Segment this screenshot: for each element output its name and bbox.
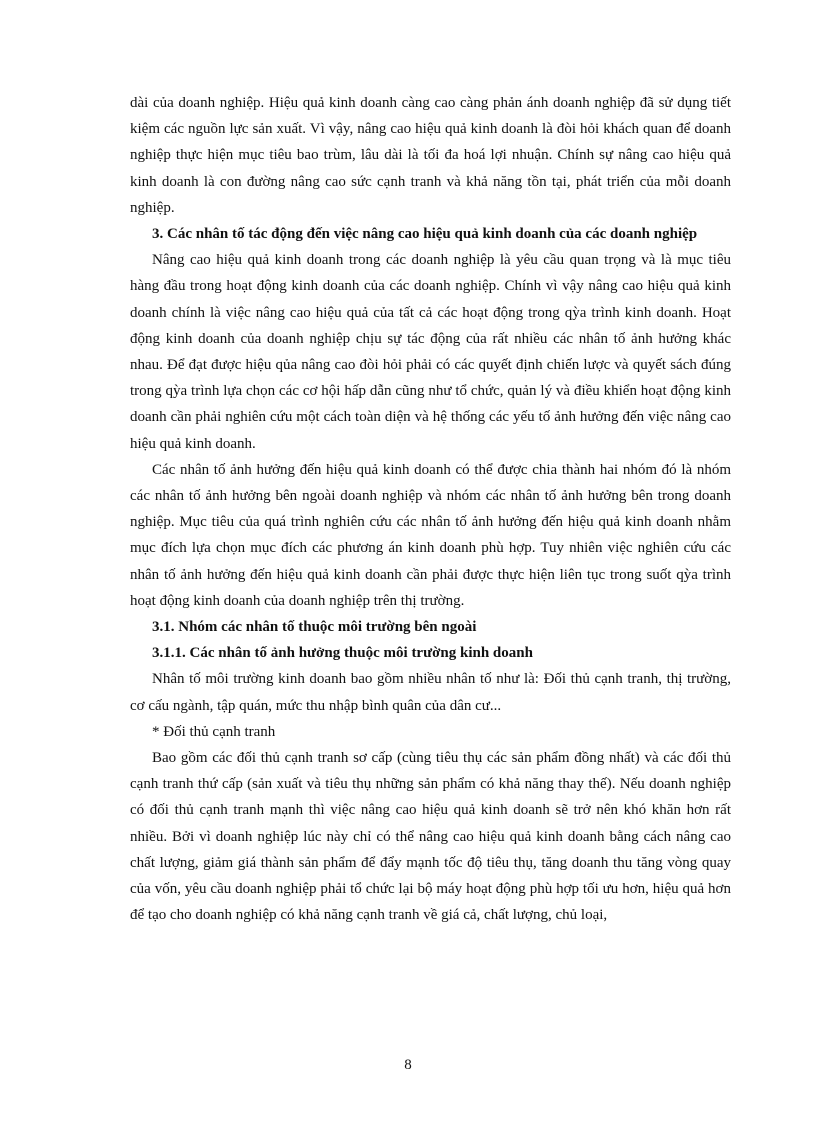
paragraph-competitors: Bao gồm các đối thủ cạnh tranh sơ cấp (cùng tiêu thụ các sản phẩm đồng nhất) và các đối thủ cạnh tranh thứ cấp (sản xuất và tiêu thụ những sản phẩm có khả năng thay thế). Nếu doanh nghiệp có đối thủ cạnh tranh mạnh thì việc nâng cao hiệu quả kinh doanh sẽ trở nên khó khăn hơn rất nhiều. Bởi vì doanh nghiệp lúc này chỉ có thể nâng cao hiệu quả kinh doanh bằng cách nâng cao chất lượng, giảm giá thành sản phẩm để đẩy mạnh tốc độ tiêu thụ, tăng doanh thu tăng vòng quay của vốn, yêu cầu doanh nghiệp phải tổ chức lại bộ máy hoạt động phù hợp tối ưu hơn, hiệu quả hơn để tạo cho doanh nghiệp có khả năng cạnh tranh về giá cả, chất lượng, chủ loại, <box>130 750 731 924</box>
document-body <box>130 90 731 929</box>
paragraph-environment: Nhân tố môi trường kinh doanh bao gồm nhiều nhân tố như là: Đối thủ cạnh tranh, thị trường, cơ cấu ngành, tập quán, mức thu nhập bình quân của dân cư... <box>130 671 731 714</box>
section-heading-3: 3. Các nhân tố tác động đến việc nâng cao hiệu quả kinh doanh của các doanh nghiệp <box>152 226 698 243</box>
page-number: 8 <box>404 1057 412 1073</box>
bullet-competitors: * Đối thủ cạnh tranh <box>152 723 276 740</box>
section-heading-3-1: 3.1. Nhóm các nhân tố thuộc môi trường bên ngoài <box>152 619 477 636</box>
paragraph-intro: dài của doanh nghiệp. Hiệu quả kinh doanh càng cao càng phản ánh doanh nghiệp đã sử dụng tiết kiệm các nguồn lực sản xuất. Vì vậy, nâng cao hiệu quả kinh doanh là đòi hỏi khách quan để doanh nghiệp thực hiện mục tiêu bao trùm, lâu dài là tối đa hoá lợi nhuận. Chính sự nâng cao hiệu quả kinh doanh là con đường nâng cao sức cạnh tranh và khả năng tồn tại, phát triển của mỗi doanh nghiệp. <box>130 95 731 216</box>
paragraph-importance: Nâng cao hiệu quả kinh doanh trong các doanh nghiệp là yêu cầu quan trọng và là mục tiêu hàng đầu trong hoạt động kinh doanh của các doanh nghiệp. Chính vì vậy nâng cao hiệu quả kinh doanh chính là việc nâng cao hiệu quả của tất cả các hoạt động trong qỳa trình kinh doanh. Hoạt động kinh doanh của doanh nghiệp chịu sự tác động của rất nhiều các nhân tố ảnh hưởng khác nhau. Để đạt được hiệu qủa nâng cao đòi hỏi phải có các quyết định chiến lược và quyết sách đúng trong qỳa trình lựa chọn các cơ hội hấp dẫn cũng như tổ chức, quản lý và điều khiển hoạt động kinh doanh cần phải nghiên cứu một cách toàn diện và hệ thống các yếu tố ảnh hưởng đến việc nâng cao hiệu quả kinh doanh. <box>130 252 731 452</box>
paragraph-factor-groups: Các nhân tố ảnh hưởng đến hiệu quả kinh doanh có thể được chia thành hai nhóm đó là nhóm các nhân tố ảnh hưởng bên ngoài doanh nghiệp và nhóm các nhân tố ảnh hưởng bên trong doanh nghiệp. Mục tiêu của quá trình nghiên cứu các nhân tố ảnh hưởng đến hiệu quả kinh doanh nhằm mục đích lựa chọn mục đích các phương án kinh doanh phù hợp. Tuy nhiên việc nghiên cứu các nhân tố ảnh hưởng đến hiệu quả kinh doanh cần phải được thực hiện liên tục trong suốt qỳa trình hoạt động kinh doanh của doanh nghiệp trên thị trường. <box>130 461 731 609</box>
section-heading-3-1-1: 3.1.1. Các nhân tố ảnh hưởng thuộc môi trường kinh doanh <box>152 645 533 662</box>
